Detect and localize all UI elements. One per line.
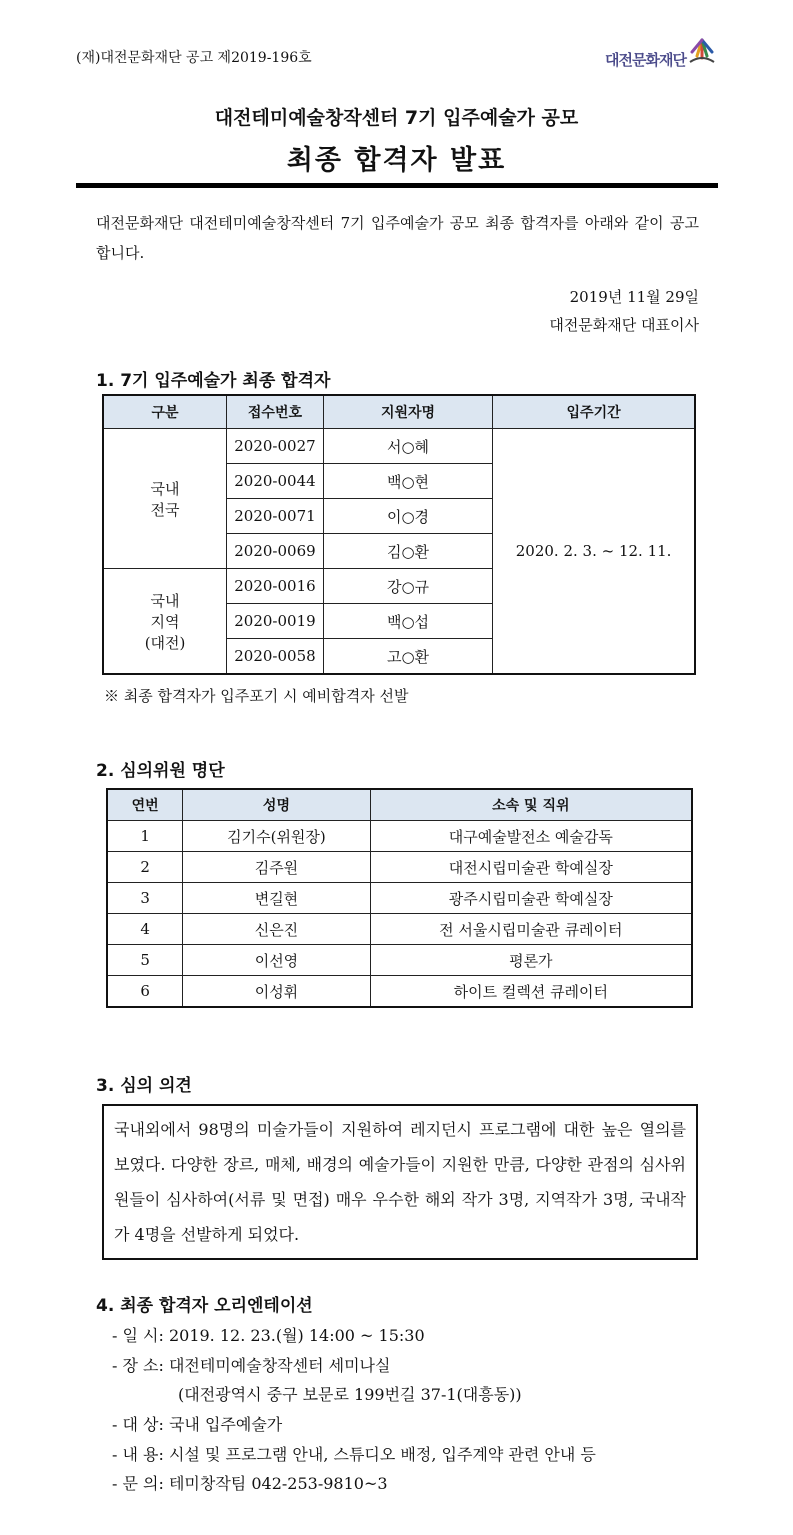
title-divider	[76, 183, 718, 188]
jury-table	[106, 788, 693, 1008]
logo-text: 대전문화재단	[605, 51, 686, 69]
column-header: 연번	[107, 789, 183, 821]
jury-index: 4	[107, 914, 183, 945]
application-number: 2020-0027	[227, 429, 324, 464]
finalists-table	[102, 394, 696, 675]
jury-affiliation: 광주시립미술관 학예실장	[370, 883, 692, 914]
jury-name: 이선영	[183, 945, 370, 976]
column-header: 지원자명	[323, 395, 492, 429]
jury-affiliation: 대전시립미술관 학예실장	[370, 852, 692, 883]
table-row	[107, 883, 692, 914]
applicant-name: 고○환	[323, 639, 492, 675]
orientation-target: - 대 상: 국내 입주예술가	[112, 1415, 283, 1434]
table-row	[107, 914, 692, 945]
applicant-name: 이○경	[323, 499, 492, 534]
applicant-name: 백○현	[323, 464, 492, 499]
issuer: 대전문화재단 대표이사	[549, 316, 699, 334]
jury-name: 김기수(위원장)	[183, 821, 370, 852]
column-header: 구분	[103, 395, 227, 429]
application-number: 2020-0071	[227, 499, 324, 534]
applicant-name: 서○혜	[323, 429, 492, 464]
group-label-line: 전국	[150, 500, 180, 519]
group-label-line: 국내	[150, 479, 180, 498]
group-label-line: 지역	[150, 612, 180, 631]
jury-affiliation: 평론가	[370, 945, 692, 976]
group-label-national	[103, 429, 227, 569]
application-number: 2020-0019	[227, 604, 324, 639]
column-header: 성명	[183, 789, 370, 821]
jury-index: 2	[107, 852, 183, 883]
jury-name: 변길현	[183, 883, 370, 914]
column-header: 접수번호	[227, 395, 324, 429]
applicant-name: 백○섭	[323, 604, 492, 639]
table-row	[107, 976, 692, 1008]
table-row	[103, 429, 695, 464]
jury-name: 신은진	[183, 914, 370, 945]
applicant-name: 강○규	[323, 569, 492, 604]
application-number: 2020-0016	[227, 569, 324, 604]
table-row	[107, 945, 692, 976]
title-line-1: 대전테미예술창작센터 7기 입주예술가 공모	[214, 107, 579, 129]
jury-index: 3	[107, 883, 183, 914]
column-header: 소속 및 직위	[370, 789, 692, 821]
jury-index: 6	[107, 976, 183, 1008]
table-row	[107, 821, 692, 852]
notice-number: (재)대전문화재단 공고 제2019-196호	[76, 50, 312, 66]
group-label-line: (대전)	[144, 633, 186, 652]
jury-index: 5	[107, 945, 183, 976]
table-header-row	[103, 395, 695, 429]
orientation-address: (대전광역시 중구 보문로 199번길 37-1(대흥동))	[178, 1385, 522, 1404]
review-opinion-box: 국내외에서 98명의 미술가들이 지원하여 레지던시 프로그램에 대한 높은 열의를 보였다. 다양한 장르, 매체, 배경의 예술가들이 지원한 만큼, 다양한 관점의 심사위원들이 심사하여(서류 및 면접) 매우 우수한 해외 작가 3명, 지역작가 3명, 국내작가 4명을 선발하게 되었다.	[102, 1104, 698, 1260]
group-label-line: 국내	[150, 591, 180, 610]
jury-name: 김주원	[183, 852, 370, 883]
intro-text: 대전문화재단 대전테미예술창작센터 7기 입주예술가 공모 최종 합격자를 아래와 같이 공고합니다.	[96, 214, 699, 262]
jury-index: 1	[107, 821, 183, 852]
jury-affiliation: 하이트 컬렉션 큐레이터	[370, 976, 692, 1008]
section-1-heading: 1. 7기 입주예술가 최종 합격자	[96, 371, 331, 391]
table-header-row	[107, 789, 692, 821]
foundation-logo	[605, 36, 717, 70]
application-number: 2020-0058	[227, 639, 324, 675]
title-line-2: 최종 합격자 발표	[286, 145, 507, 176]
finalist-note: ※ 최종 합격자가 입주포기 시 예비합격자 선발	[104, 687, 409, 705]
application-number: 2020-0044	[227, 464, 324, 499]
section-2-heading: 2. 심의위원 명단	[96, 761, 225, 781]
jury-affiliation: 전 서울시립미술관 큐레이터	[370, 914, 692, 945]
orientation-datetime: - 일 시: 2019. 12. 23.(월) 14:00 ~ 15:30	[112, 1326, 425, 1345]
jury-affiliation: 대구예술발전소 예술감독	[370, 821, 692, 852]
column-header: 입주기간	[493, 395, 695, 429]
orientation-venue: - 장 소: 대전테미예술창작센터 세미나실	[112, 1356, 391, 1375]
announcement-date: 2019년 11월 29일	[569, 288, 699, 306]
section-4-heading: 4. 최종 합격자 오리엔테이션	[96, 1296, 313, 1316]
orientation-contact: - 문 의: 테미창작팀 042-253-9810~3	[112, 1474, 388, 1493]
table-row	[107, 852, 692, 883]
logo-mark-icon	[687, 36, 717, 66]
jury-name: 이성휘	[183, 976, 370, 1008]
residency-period: 2020. 2. 3. ~ 12. 11.	[493, 429, 695, 675]
section-3-heading: 3. 심의 의견	[96, 1076, 192, 1096]
application-number: 2020-0069	[227, 534, 324, 569]
orientation-content: - 내 용: 시설 및 프로그램 안내, 스튜디오 배정, 입주계약 관련 안내 등	[112, 1445, 596, 1464]
applicant-name: 김○환	[323, 534, 492, 569]
group-label-regional	[103, 569, 227, 675]
